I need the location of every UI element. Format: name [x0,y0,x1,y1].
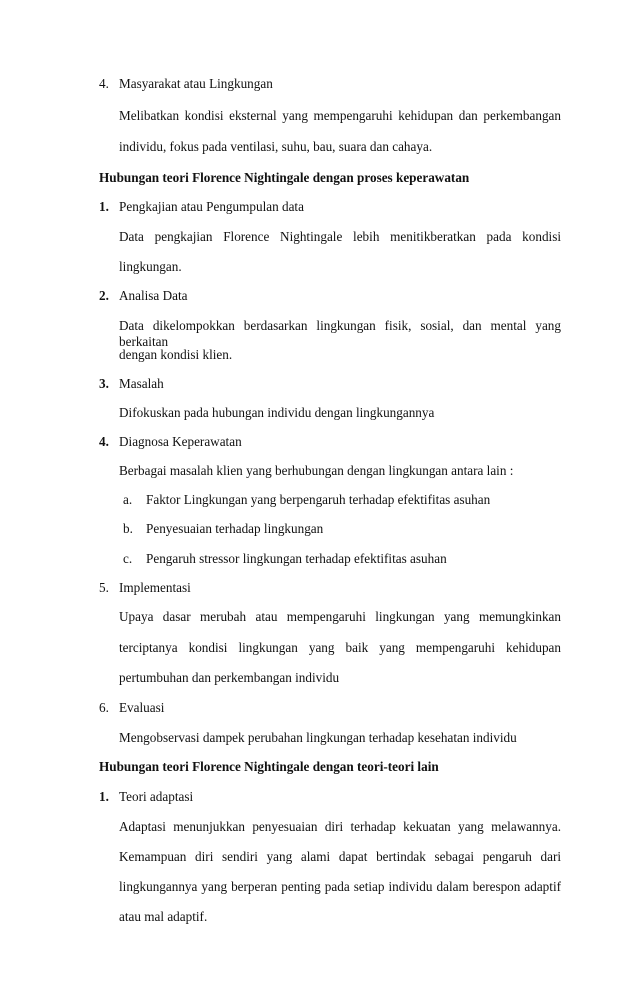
item-number: 2. [99,288,109,303]
item-number: 1. [99,199,109,214]
item-number: 4. [99,76,109,91]
item-number: 3. [99,376,109,391]
item-title: Pengkajian atau Pengumpulan data [119,199,304,214]
sub-item-letter: b. [123,521,133,536]
item-number: 4. [99,434,109,449]
item-number: 6. [99,700,109,715]
item-title: Diagnosa Keperawatan [119,434,242,449]
item-title: Masyarakat atau Lingkungan [119,76,273,91]
item-number: 1. [99,789,109,804]
document-page: 4. Masyarakat atau Lingkungan Melibatkan kondisi eksternal yang mempengaruhi kehidupan dan perkembangan individu, fokus pada ventilasi, suhu, bau, suara dan cahaya. Hubungan teori Florence Nightingale dengan proses keperawatan 1. Pengkajian atau Pengumpulan data Data pengkajian Florence Nightingale lebih menitikberatkan pada kondisi lingkungan. 2. Analisa Data Data dikelompokkan berdasarkan lingkungan fisik, sosial, dan mental yang berkaitan dengan kondisi klien. 3. Masalah Difokuskan pada hubungan individu dengan lingkungannya 4. Diagnosa Keperawatan Berbagai masalah klien yang berhubungan dengan lingkungan antara lain : a. Faktor Lingkungan yang berpengaruh terhadap efektifitas asuhan b. Penyesuaian terhadap lingkungan c. Pengaruh stressor lingkungan terhadap efektifitas asuhan 5. Implementasi Upaya dasar merubah atau mempengaruhi lingkungan yang memungkinkan terciptanya kondisi lingkungan yang baik yang mempengaruhi kehidupan pertumbuhan dan perkembangan individu 6. Evaluasi Mengobservasi dampek perubahan lingkungan terhadap kesehatan individu Hubungan teori Florence Nightingale dengan teori-teori lain 1. Teori adaptasi Adaptasi menunjukkan penyesuaian diri terhadap kekuatan yang melawannya. Kemampuan diri sendiri yang alami dapat bertindak sebagai pengaruh dari lingkungannya yang berperan penting pada setiap individu dalam berespon adaptif atau mal adaptif. [99,76,561,924]
item-title: Implementasi [119,580,191,595]
item-title: Teori adaptasi [119,789,194,804]
item-title: Evaluasi [119,700,165,715]
item-number: 5. [99,580,109,595]
item-title: Analisa Data [119,288,188,303]
sub-item-letter: a. [123,492,133,507]
sub-item-text: Faktor Lingkungan yang berpengaruh terhadap efektifitas asuhan [146,492,491,507]
sub-item-text: Pengaruh stressor lingkungan terhadap efektifitas asuhan [146,551,447,566]
sub-item-letter: c. [123,551,133,566]
item-title: Masalah [119,376,164,391]
sub-item-text: Penyesuaian terhadap lingkungan [146,521,324,536]
